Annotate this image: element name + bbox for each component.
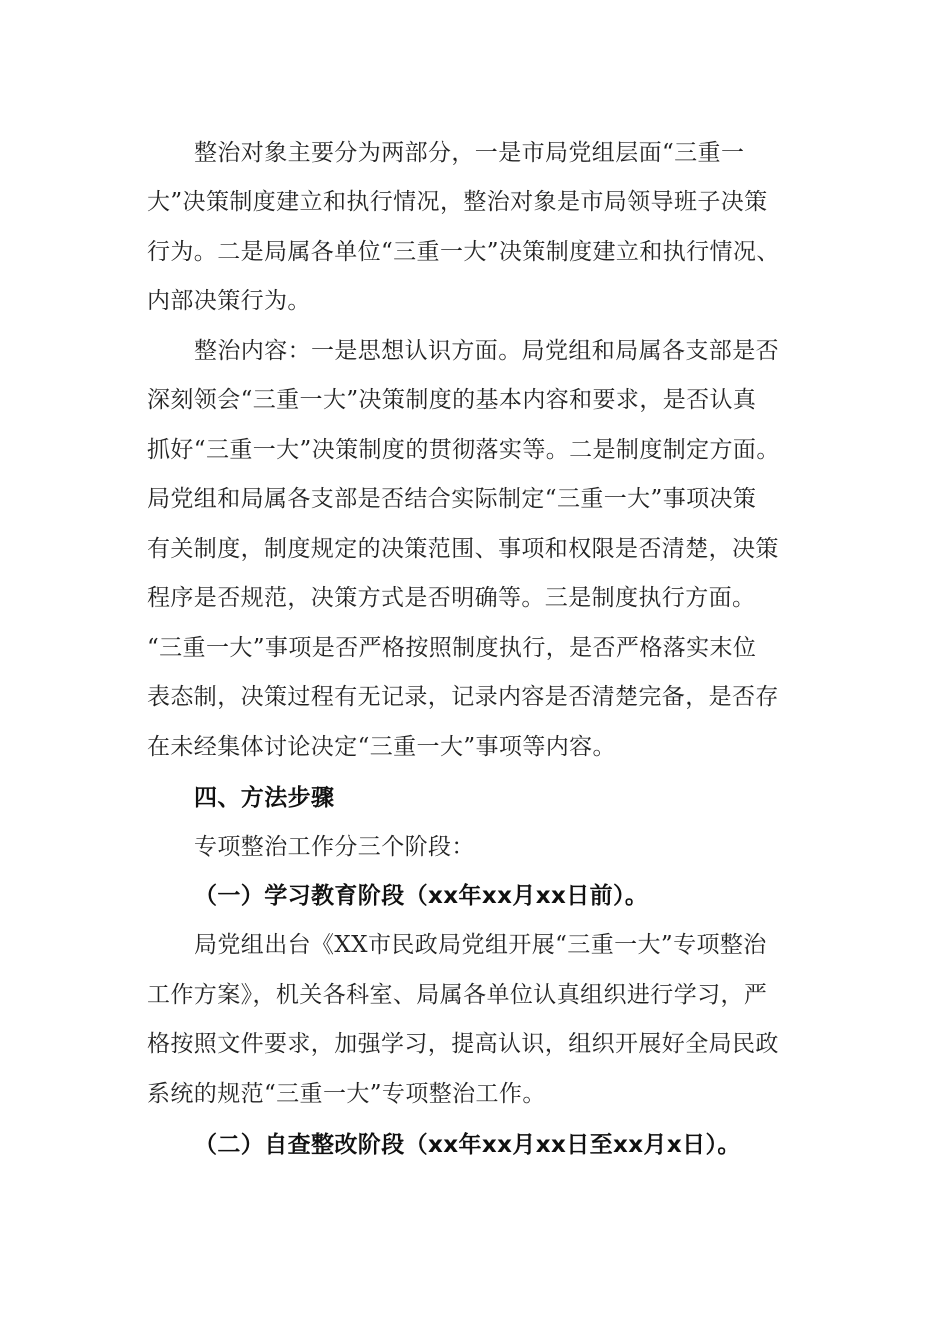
- paragraph-line: 局党组出台《XX市民政局党组开展“三重一大”专项整治: [194, 932, 767, 958]
- paragraph-line: 行为。二是局属各单位“三重一大”决策制度建立和执行情况、: [147, 239, 780, 265]
- paragraph-line: 抓好“三重一大”决策制度的贯彻落实等。二是制度制定方面。: [147, 437, 780, 463]
- paragraph-line: 深刻领会“三重一大”决策制度的基本内容和要求，是否认真: [147, 387, 757, 413]
- paragraph-line: 大”决策制度建立和执行情况，整治对象是市局领导班子决策: [147, 189, 768, 215]
- paragraph-line: 局党组和局属各支部是否结合实际制定“三重一大”事项决策: [147, 486, 757, 512]
- subsection-heading: （二）自查整改阶段（xx年xx月xx日至xx月x日）。: [194, 1132, 741, 1158]
- subsection-heading: （一）学习教育阶段（xx年xx月xx日前）。: [194, 883, 649, 909]
- paragraph-line: 有关制度，制度规定的决策范围、事项和权限是否清楚，决策: [147, 536, 779, 562]
- paragraph-line: 表态制，决策过程有无记录，记录内容是否清楚完备，是否存: [147, 684, 779, 710]
- paragraph-line: 内部决策行为。: [147, 288, 311, 314]
- paragraph-line: 整治对象主要分为两部分，一是市局党组层面“三重一: [194, 140, 745, 166]
- paragraph-line: 工作方案》，机关各科室、局属各单位认真组织进行学习，严: [147, 982, 768, 1008]
- paragraph-line: 程序是否规范，决策方式是否明确等。三是制度执行方面。: [147, 585, 756, 611]
- paragraph-line: 在未经集体讨论决定“三重一大”事项等内容。: [147, 734, 616, 760]
- paragraph-line: “三重一大”事项是否严格按照制度执行，是否严格落实末位: [147, 635, 757, 661]
- paragraph-line: 系统的规范“三重一大”专项整治工作。: [147, 1081, 546, 1107]
- section-heading: 四、方法步骤: [194, 785, 335, 811]
- paragraph-line: 整治内容：一是思想认识方面。局党组和局属各支部是否: [194, 338, 779, 364]
- paragraph-line: 格按照文件要求，加强学习，提高认识，组织开展好全局民政: [147, 1031, 779, 1057]
- paragraph-line: 专项整治工作分三个阶段：: [194, 834, 475, 860]
